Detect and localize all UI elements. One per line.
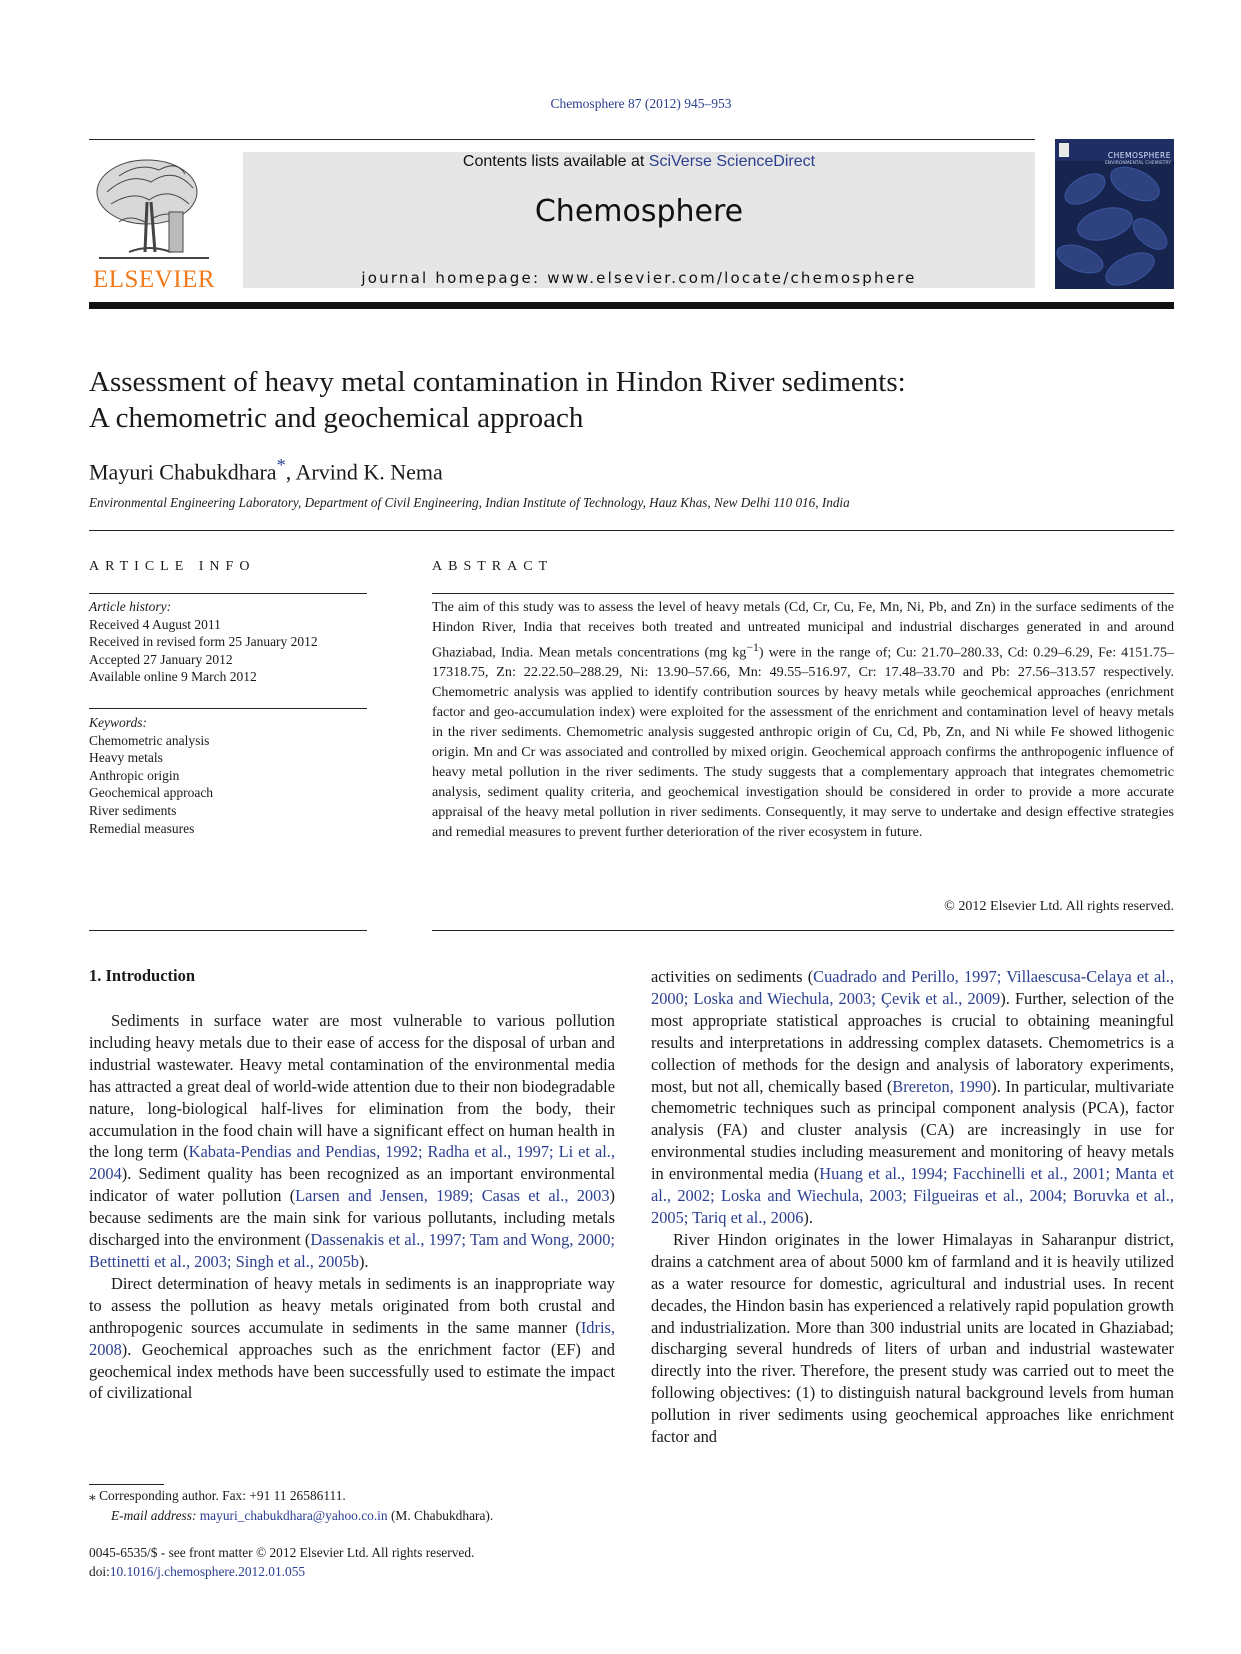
text-run: ). Geochemical approaches such as the enrichment factor (EF) and geochemical index methods have been successfully used to estimate the impact of civilizational — [89, 1339, 615, 1403]
keywords — [89, 714, 369, 837]
history-item: Received 4 August 2011 — [89, 616, 221, 632]
keywords-label: Keywords: — [89, 715, 147, 730]
section-heading-introduction: 1. Introduction — [89, 966, 196, 985]
text-run: ). In particular, multivariate chemometric techniques such as principal component analysis (PCA), factor analysis (FA) and cluster analysis (CA) are increasingly in use for environmental studies including measurement and monitoring of heavy metals in environmental media ( — [651, 1076, 1175, 1184]
keywords-rule — [89, 708, 367, 709]
citation-link[interactable]: Kabata-Pendias and Pendias, 1992; Radha et al., 1997; Li et al., 2004 — [89, 1142, 615, 1184]
history-item: Accepted 27 January 2012 — [89, 651, 233, 667]
body-column-right — [651, 966, 1174, 1448]
keyword-item: River sediments — [89, 802, 177, 818]
email-footnote — [111, 1506, 493, 1526]
footnote-marker: ⁎ — [89, 1488, 96, 1503]
header-thick-rule — [89, 302, 1174, 309]
homepage-prefix: journal homepage: — [361, 269, 548, 287]
affiliation: Environmental Engineering Laboratory, Department of Civil Engineering, Indian Institute of Technology, Hauz Khas, New Delhi 110 016, India — [89, 495, 850, 510]
paragraph — [89, 1010, 615, 1273]
history-item: Received in revised form 25 January 2012 — [89, 634, 318, 650]
citation-link[interactable]: Cuadrado and Perillo, 1997; Villaescusa-Celaya et al., 2000; Loska and Wiechula, 2003; Çevik et al., 2009 — [651, 967, 1174, 1008]
cover-title: CHEMOSPHERE — [1107, 151, 1171, 160]
title-line-2: A chemometric and geochemical approach — [89, 402, 584, 434]
text-run: Direct determination of heavy metals in sediments is an inappropriate way to assess the pollution as heavy metals originated from both crustal and anthropogenic sources accumulate in sediments in the same manner ( — [89, 1273, 615, 1337]
author-2: Arvind K. Nema — [295, 459, 443, 485]
sciencedirect-link[interactable]: SciVerse ScienceDirect — [648, 153, 816, 170]
article-info-end-rule — [89, 930, 367, 931]
text-run: ). Sediment quality has been recognized as an important environmental indicator of water pollution ( — [89, 1164, 615, 1206]
doi-link[interactable]: 10.1016/j.chemosphere.2012.01.055 — [109, 1564, 306, 1579]
article-history — [89, 598, 369, 686]
article-title — [89, 364, 1174, 436]
corresponding-author-marker[interactable]: * — [276, 455, 286, 475]
abstract-text — [432, 598, 1174, 843]
text-run: ). Further, selection of the most appropriate statistical approaches is crucial to obtaining meaningful results and interpretations in addressing complex datasets. Chemometrics is a collection of methods for the design and analysis of laboratory experiments, most, but not all, chemically based ( — [651, 988, 1174, 1096]
email-suffix: (M. Chabukdhara). — [387, 1508, 494, 1523]
homepage-link[interactable]: www.elsevier.com/locate/chemosphere — [547, 269, 917, 287]
history-item: Available online 9 March 2012 — [89, 669, 257, 685]
doi-line — [89, 1562, 474, 1581]
keyword-item: Heavy metals — [89, 750, 163, 766]
header-rule — [89, 139, 1035, 140]
footnote-rule — [89, 1484, 164, 1485]
text-run: ) because sediments are the main sink for various pollutants, including metals discharged into the environment ( — [89, 1186, 615, 1250]
citation-link[interactable]: Dassenakis et al., 1997; Tam and Wong, 2000; Bettinetti et al., 2003; Singh et al., 2005b — [89, 1230, 615, 1271]
author-separator: , — [285, 459, 296, 485]
contents-line — [243, 153, 1035, 171]
elsevier-wordmark: ELSEVIER — [92, 266, 216, 293]
citation-link[interactable]: Larsen and Jensen, 1989; Casas et al., 2003 — [295, 1186, 610, 1206]
abstract-heading: ABSTRACT — [432, 559, 554, 574]
abstract-rule — [432, 593, 1174, 594]
cover-subtitle: ENVIRONMENTAL CHEMISTRY — [1105, 161, 1171, 166]
paragraph — [651, 966, 1174, 1229]
text-run: ). — [358, 1251, 369, 1271]
journal-name: Chemosphere — [534, 194, 744, 229]
title-line-1: Assessment of heavy metal contamination in Hindon River sediments: — [89, 366, 906, 398]
body-column-left — [89, 1010, 615, 1404]
copyright-notice: © 2012 Elsevier Ltd. All rights reserved. — [944, 898, 1174, 914]
keyword-item: Geochemical approach — [89, 785, 214, 801]
journal-citation[interactable]: Chemosphere 87 (2012) 945–953 — [550, 96, 732, 111]
title-rule — [89, 530, 1174, 531]
footnote-text: Corresponding author. Fax: +91 11 26586111. — [99, 1488, 346, 1503]
abstract-part: The aim of this study was to assess the level of heavy metals (Cd, Cr, Cu, Fe, Mn, Ni, Pb, and Zn) in the surface sediments of the Hindon River, India that receives both treated and untreated municipal and industrial discharges generated in and around Ghaziabad, India. Mean metals concentrations (mg kg — [432, 599, 1174, 661]
text-run: activities on sediments ( — [651, 967, 814, 986]
doi-label: doi: — [89, 1564, 110, 1579]
paragraph: River Hindon originates in the lower Himalayas in Saharanpur district, drains a catchment area of about 5000 km of farmland and it is heavily utilized as a water resource for domestic, agricultural and industrial uses. In recent decades, the Hindon basin has experienced a relatively rapid population growth and industrialization. More than 300 industrial units are located in Ghaziabad; discharging several hundreds of liters of urban and industrial wastewater directly into the river. Therefore, the present study was carried out to meet the following objectives: (1) to distinguish natural background levels from human pollution in river sediments using geochemical approaches like enrichment factor and — [651, 1229, 1174, 1447]
author-list — [89, 455, 443, 485]
front-matter-text: 0045-6535/$ - see front matter © 2012 Elsevier Ltd. All rights reserved. — [89, 1545, 475, 1560]
citation-link[interactable]: Brereton, 1990 — [892, 1076, 992, 1096]
corresponding-author-footnote — [89, 1486, 346, 1506]
abstract-part: ) were in the range of; Cu: 21.70–280.33, Cd: 0.29–6.29, Fe: 4151.75–17318.75, Zn: 22.22.50–288.29, Ni: 13.90–57.66, Mn: 49.55–516.97, Cr: 17.48–33.70 and Pb: 27.56–313.57 respectively. Chemometric analysis was applied to identify contribution sources by heavy metals while geochemical approaches (enrichment factor and geo-accumulation index) were exploited for the assessment of the enrichment and contamination level of heavy metals in the river sediments. Chemometric analysis suggested anthropic origin of Cu, Cd, Pb, Zn, and Ni while Fe showed lithogenic origin. Mn and Cr was associated and controlled by mixed origin. Geochemical approach confirms the anthropogenic influence of heavy metal pollution in the river sediments. The study suggests that a complementary approach that integrates chemometric analysis, sediment quality criteria, and geochemical investigation should be considered in order to provide a more accurate appraisal of the heavy metal pollution in river sediments. Consequently, it may serve to undertake and design effective strategies and remedial measures to prevent further deterioration of the river ecosystem in future. — [432, 644, 1174, 840]
abstract-end-rule — [432, 930, 1174, 931]
article-info-heading: ARTICLE INFO — [89, 559, 256, 574]
history-label: Article history: — [89, 599, 172, 614]
email-link[interactable]: mayuri_chabukdhara@yahoo.co.in — [199, 1508, 388, 1523]
contents-prefix: Contents lists available at — [462, 153, 649, 170]
citation-link[interactable]: Huang et al., 1994; Facchinelli et al., 2001; Manta et al., 2002; Loska and Wiechula, 2003; Filgueiras et al., 2004; Boruvka et al., 2005; Tariq et al., 2006 — [651, 1164, 1174, 1227]
author-1: Mayuri Chabukdhara — [89, 459, 277, 485]
text-run: ). — [803, 1207, 813, 1227]
keyword-item: Remedial measures — [89, 820, 195, 836]
front-matter — [89, 1543, 474, 1581]
keyword-item: Anthropic origin — [89, 767, 180, 783]
paragraph — [89, 1273, 615, 1404]
text-run: Sediments in surface water are most vulnerable to various pollution including heavy metals due to their ease of access for the disposal of urban and industrial wastewater. Heavy metal contamination of the environmental media has attracted a great deal of world-wide attention due to their non biodegradable nature, long-biological half-lives for elimination from the body, their accumulation in the food chain will have a significant effect on human health in the long term ( — [89, 1011, 615, 1162]
article-info-rule — [89, 593, 367, 594]
keyword-item: Chemometric analysis — [89, 732, 210, 748]
citation-link[interactable]: Idris, 2008 — [89, 1317, 615, 1359]
abstract-superscript: −1 — [746, 640, 759, 654]
journal-homepage — [243, 269, 1035, 287]
email-label: E-mail address: — [111, 1508, 200, 1523]
